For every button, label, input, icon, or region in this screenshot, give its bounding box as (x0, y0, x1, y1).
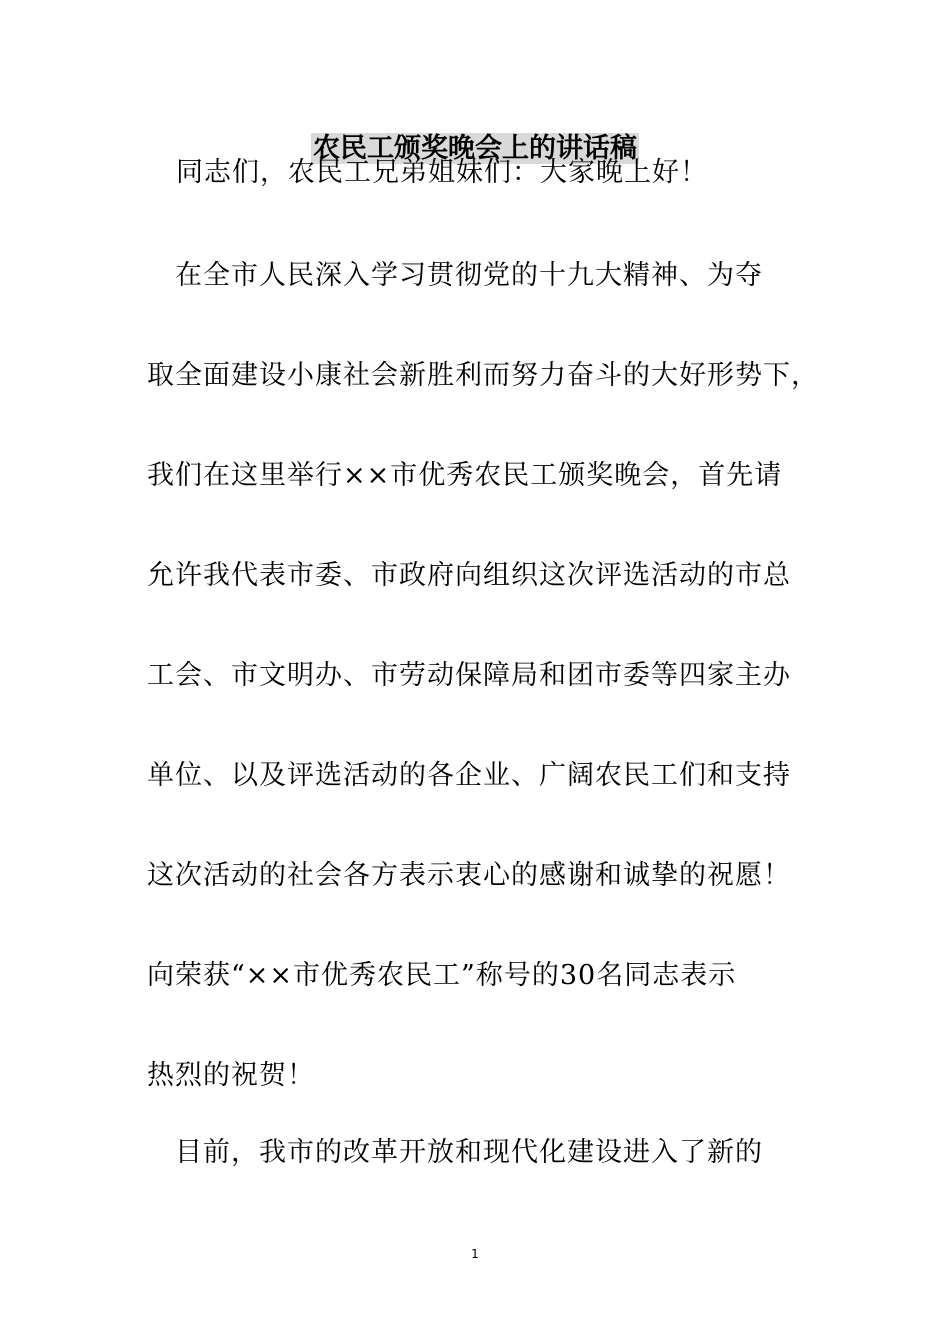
document-title-text: 农民工颁奖晚会上的讲话稿 (313, 133, 637, 164)
paragraph-line: 单位、以及评选活动的各企业、广阔农民工们和支持 (147, 760, 791, 791)
paragraph-line: 向荣获“××市优秀农民工”称号的30名同志表示 (147, 960, 737, 991)
greeting-line: 同志们，农民工兄弟姐妹们：大家晚上好！ (176, 157, 708, 188)
paragraph-line: 允许我代表市委、市政府向组织这次评选活动的市总 (147, 560, 791, 591)
paragraph-line: 取全面建设小康社会新胜利而努力奋斗的大好形势下， (147, 360, 819, 391)
paragraph-line: 这次活动的社会各方表示衷心的感谢和诚挚的祝愿！ (147, 860, 791, 891)
paragraph-line: 热烈的祝贺！ (147, 1060, 315, 1091)
paragraph-line: 工会、市文明办、市劳动保障局和团市委等四家主办 (147, 660, 791, 691)
paragraph-line: 目前，我市的改革开放和现代化建设进入了新的 (147, 1137, 763, 1168)
paragraph-line: 在全市人民深入学习贯彻党的十九大精神、为夺 (147, 260, 763, 291)
page-number: 1 (471, 1247, 479, 1261)
paragraph-line: 我们在这里举行××市优秀农民工颁奖晚会，首先请 (147, 460, 783, 491)
